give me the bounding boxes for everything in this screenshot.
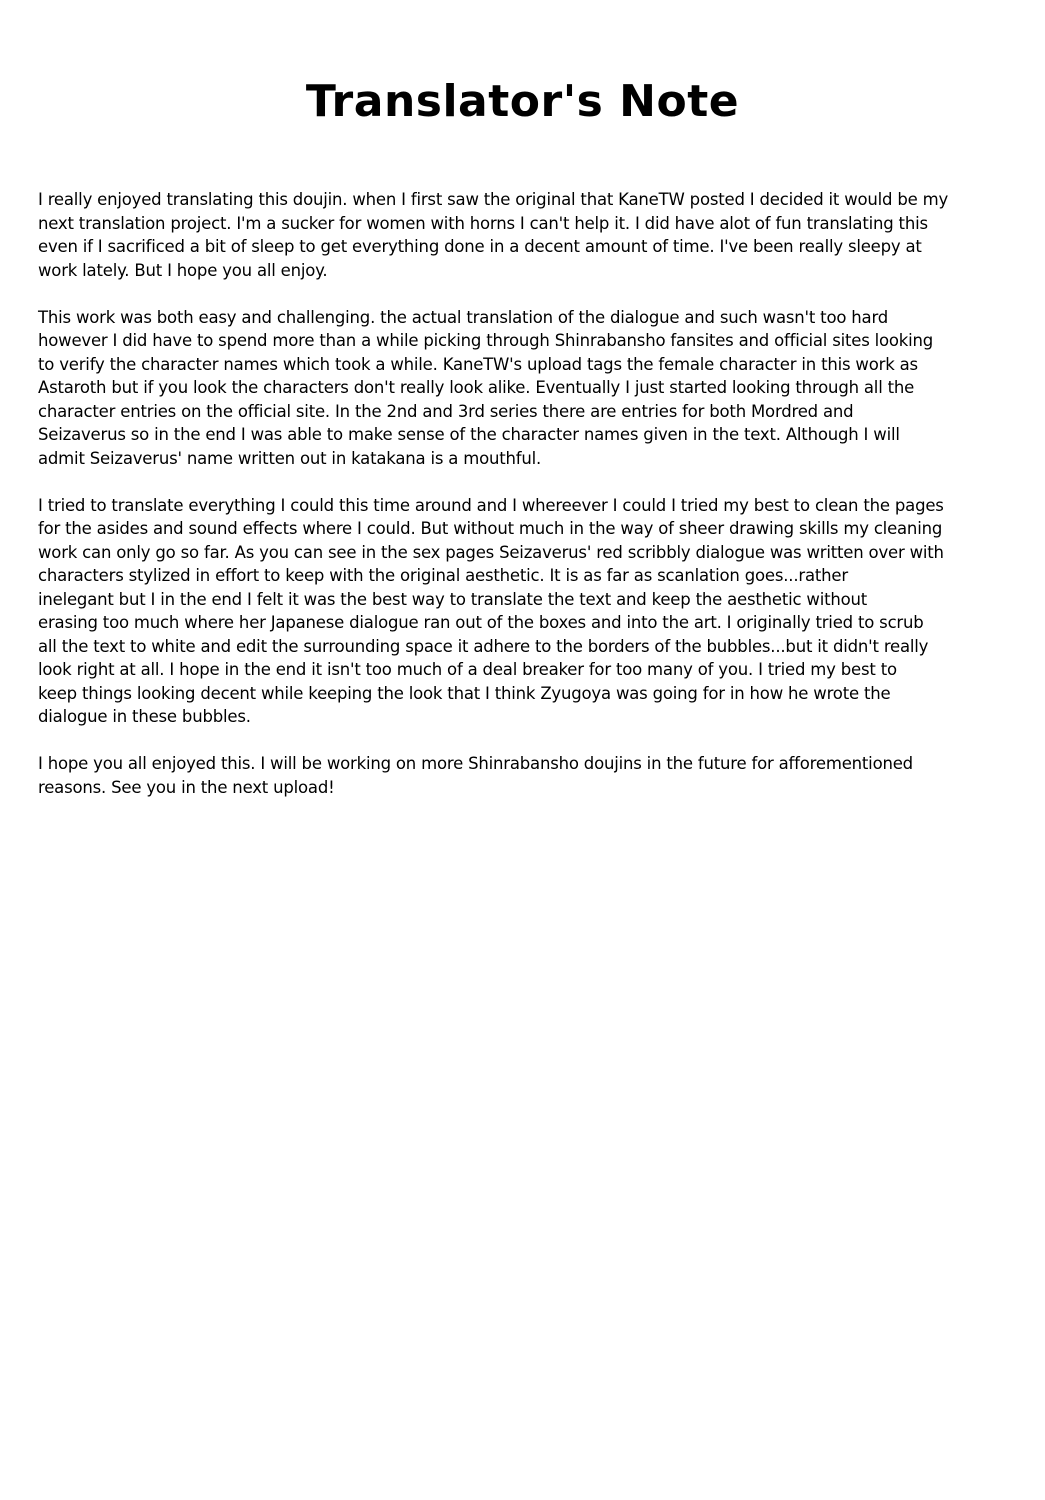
paragraph [38, 494, 1005, 729]
text-line: Seizaverus so in the end I was able to make sense of the character names given in the text. Although I will [38, 425, 900, 444]
text-line: however I did have to spend more than a while picking through Shinrabansho fansites and official sites looking [38, 331, 934, 350]
paragraph [38, 752, 1005, 799]
paragraph [38, 188, 1005, 282]
text-line: keep things looking decent while keeping the look that I think Zyugoya was going for in how he wrote the [38, 683, 891, 703]
text-line: reasons. See you in the next upload! [38, 777, 335, 797]
text-line: characters stylized in effort to keep with the original aesthetic. It is as far as scanlation goes...rather [38, 566, 848, 585]
text-line: all the text to white and edit the surrounding space it adhere to the borders of the bubbles...but it didn't really [38, 636, 929, 656]
text-line: to verify the character names which took a while. KaneTW's upload tags the female character in this work as [38, 354, 918, 374]
text-line: for the asides and sound effects where I could. But without much in the way of sheer drawing skills my cleaning [38, 519, 943, 538]
text-line: look right at all. I hope in the end it isn't too much of a deal breaker for too many of you. I tried my best to [38, 660, 897, 679]
text-line: I hope you all enjoyed this. I will be working on more Shinrabansho doujins in the future for afforementioned [38, 754, 913, 773]
text-line: work can only go so far. As you can see in the sex pages Seizaverus' red scribbly dialogue was written over with [38, 542, 944, 562]
text-line: next translation project. I'm a sucker for women with horns I can't help it. I did have alot of fun translating this [38, 213, 928, 233]
page-title: Translator's Note [305, 76, 740, 127]
text-line: work lately. But I hope you all enjoy. [38, 260, 328, 280]
text-line: I tried to translate everything I could this time around and I whereever I could I tried my best to clean the pages [38, 495, 944, 515]
text-line: This work was both easy and challenging. the actual translation of the dialogue and such wasn't too hard [38, 307, 889, 327]
text-line: admit Seizaverus' name written out in katakana is a mouthful. [38, 448, 542, 468]
note-body [0, 188, 1045, 799]
text-line: dialogue in these bubbles. [38, 707, 251, 726]
text-line: erasing too much where her Japanese dialogue ran out of the boxes and into the art. I originally tried to scrub [38, 613, 924, 632]
text-line: even if I sacrificed a bit of sleep to get everything done in a decent amount of time. I've been really sleepy at [38, 237, 922, 256]
text-line: character entries on the official site. In the 2nd and 3rd series there are entries for both Mordred and [38, 401, 854, 421]
paragraph [38, 306, 1005, 471]
text-line: I really enjoyed translating this doujin. when I first saw the original that KaneTW posted I decided it would be my [38, 190, 949, 209]
text-line: Astaroth but if you look the characters don't really look alike. Eventually I just started looking through all the [38, 378, 915, 397]
text-line: inelegant but I in the end I felt it was the best way to translate the text and keep the aesthetic without [38, 589, 868, 609]
